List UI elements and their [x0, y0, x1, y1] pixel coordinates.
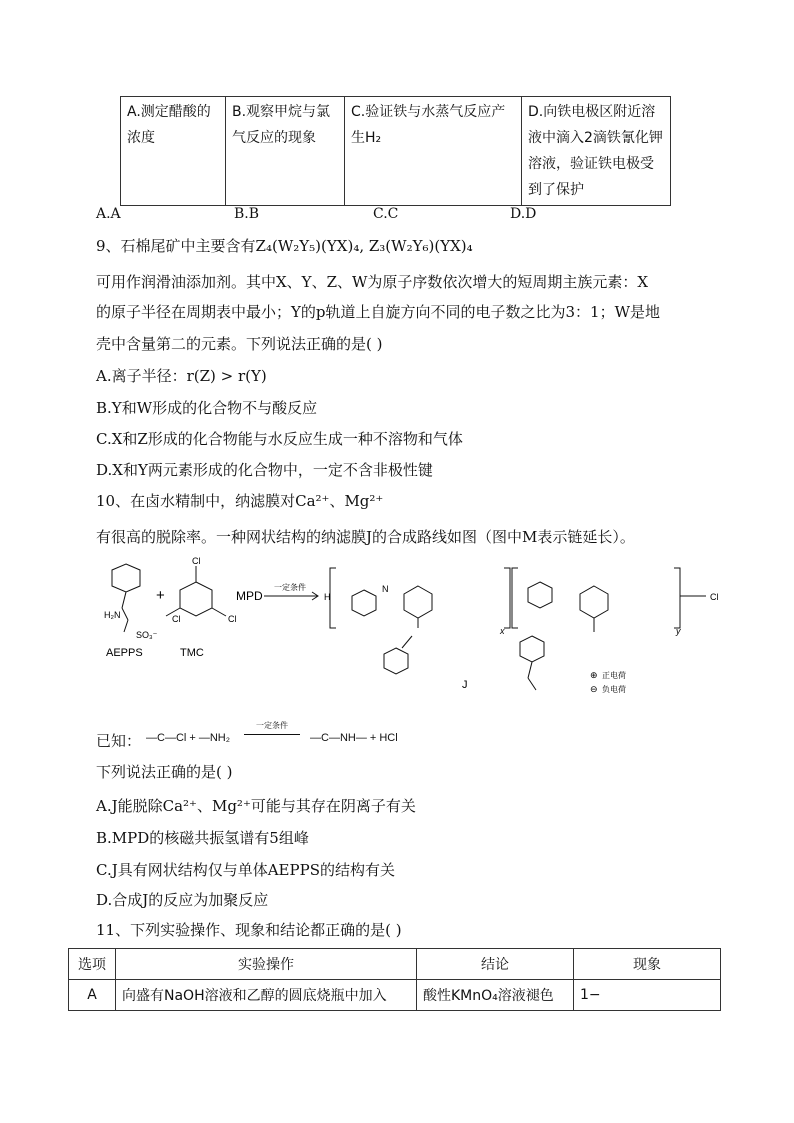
- q11-header-phenomenon: 现象: [574, 949, 721, 980]
- q8-cell-a: A.测定醋酸的浓度: [121, 97, 226, 206]
- q10-stem-line1: 10、在卤水精制中，纳滤膜对Ca²⁺、Mg²⁺: [96, 492, 384, 510]
- svg-text:+: +: [156, 587, 165, 604]
- polymer-j-label: J: [462, 679, 468, 691]
- known-reactants: —C—Cl + —NH₂: [146, 732, 231, 744]
- known-condition: 一定条件: [256, 721, 288, 730]
- svg-text:H₂N: H₂N: [104, 610, 121, 620]
- q11-header-operation: 实验操作: [116, 949, 417, 980]
- q8-cell-c: C.验证铁与水蒸气反应产生H₂: [345, 97, 522, 206]
- q9-stem-line1: 9、石棉尾矿中主要含有Z₄(W₂Y₅)(YX)₄, Z₃(W₂Y₆)(YX)₄: [96, 237, 473, 255]
- q8-option-d[interactable]: D.D: [510, 206, 537, 222]
- svg-text:H: H: [324, 592, 331, 602]
- legend-negative: 负电荷: [602, 685, 626, 694]
- q10-option-c[interactable]: C.J具有网状结构仅与单体AEPPS的结构有关: [96, 861, 395, 879]
- q9-option-d[interactable]: D.X和Y两元素形成的化合物中，一定不含非极性键: [96, 461, 433, 479]
- q11-header-option: 选项: [69, 949, 116, 980]
- svg-text:SO₃⁻: SO₃⁻: [136, 630, 158, 640]
- q11-row-a-option[interactable]: A: [69, 980, 116, 1011]
- q11-stem: 11、下列实验操作、现象和结论都正确的是( ): [96, 921, 402, 939]
- q9-stem-line3: 的原子半径在周期表中最小；Y的p轨道上自旋方向不同的电子数之比为3：1；W是地: [96, 303, 661, 321]
- svg-text:Cl: Cl: [192, 556, 201, 566]
- q8-cell-b: B.观察甲烷与氯气反应的现象: [226, 97, 345, 206]
- q8-cell-d: D.向铁电极区附近溶液中滴入2滴铁氰化钾溶液，验证铁电极受到了保护: [522, 97, 671, 206]
- legend-positive: 正电荷: [602, 671, 626, 680]
- known-products: —C—NH— + HCl: [310, 732, 398, 744]
- q10-option-d[interactable]: D.合成J的反应为加聚反应: [96, 891, 269, 909]
- q9-option-c[interactable]: C.X和Z形成的化合物能与水反应生成一种不溶物和气体: [96, 430, 463, 448]
- q9-stem-line2: 可用作润滑油添加剂。其中X、Y、Z、W为原子序数依次增大的短周期主族元素：X: [96, 273, 649, 291]
- q8-option-c[interactable]: C.C: [373, 206, 399, 222]
- q9-option-b[interactable]: B.Y和W形成的化合物不与酸反应: [96, 399, 318, 417]
- q10-option-a[interactable]: A.J能脱除Ca²⁺、Mg²⁺可能与其存在阴离子有关: [96, 797, 416, 815]
- tmc-label: TMC: [180, 647, 204, 659]
- mpd-label: MPD: [236, 589, 263, 603]
- q11-row-a-operation: 向盛有NaOH溶液和乙醇的圆底烧瓶中加入: [116, 980, 417, 1011]
- q11-row-a-conclusion: 酸性KMnO₄溶液褪色: [417, 980, 574, 1011]
- aepps-label: AEPPS: [106, 647, 143, 659]
- svg-text:Cl: Cl: [228, 614, 237, 624]
- subscript-y: y: [676, 626, 681, 636]
- q9-stem-line4: 壳中含量第二的元素。下列说法正确的是( ): [96, 335, 383, 353]
- synthesis-scheme-figure: [96, 556, 736, 702]
- svg-text:Cl: Cl: [710, 592, 719, 602]
- svg-text:⊖: ⊖: [590, 684, 598, 694]
- q11-header-conclusion: 结论: [417, 949, 574, 980]
- q10-ask: 下列说法正确的是( ): [96, 763, 233, 781]
- known-label: 已知：: [96, 732, 142, 750]
- svg-text:⊕: ⊕: [590, 670, 598, 680]
- scheme-condition: 一定条件: [274, 583, 306, 592]
- subscript-x: x: [500, 626, 505, 636]
- q11-row-a-phenomenon: 1−: [574, 980, 721, 1011]
- q8-options-table: [120, 96, 671, 206]
- q10-stem-line2: 有很高的脱除率。一种网状结构的纳滤膜J的合成路线如图（图中M表示链延长）。: [96, 528, 635, 546]
- svg-text:Cl: Cl: [172, 614, 181, 624]
- svg-text:N: N: [382, 584, 389, 594]
- known-arrow: [244, 734, 300, 735]
- q9-option-a[interactable]: A.离子半径：r(Z) > r(Y): [96, 367, 267, 385]
- q11-table: [68, 948, 721, 1011]
- q10-option-b[interactable]: B.MPD的核磁共振氢谱有5组峰: [96, 829, 309, 847]
- q8-option-b[interactable]: B.B: [234, 206, 260, 222]
- q8-option-a[interactable]: A.A: [96, 206, 121, 222]
